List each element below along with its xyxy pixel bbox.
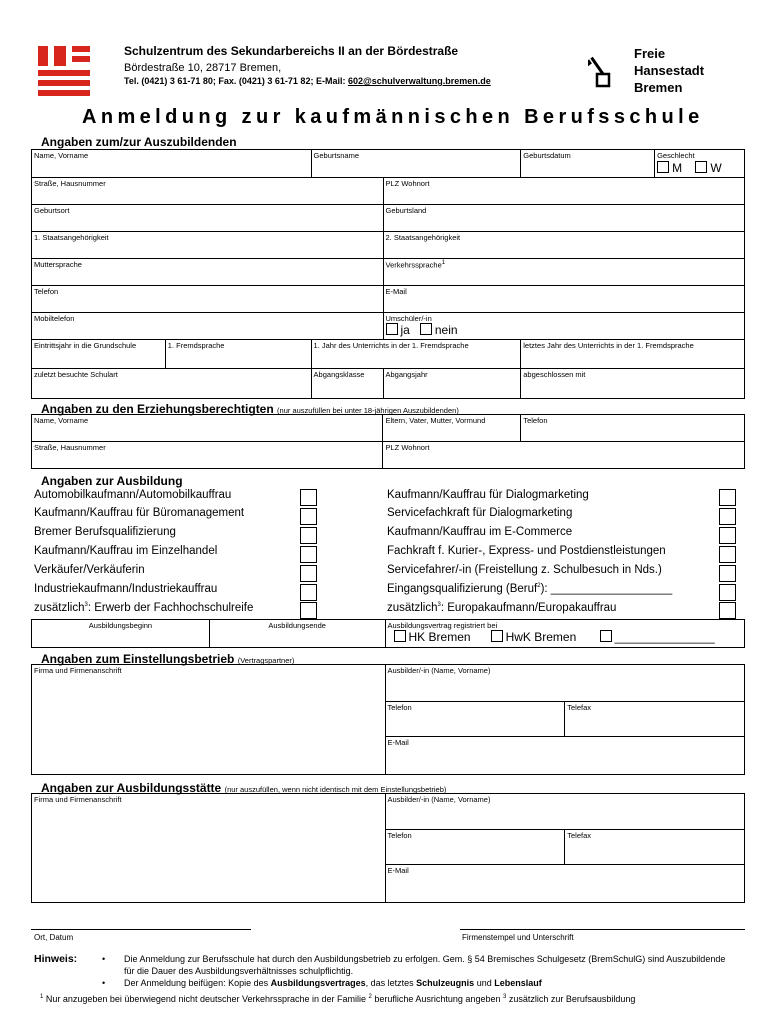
- section-heading-staette: Angaben zur Ausbildungsstätte (nur auszufüllen, wenn nicht identisch mit dem Einstellungsbetrieb): [41, 781, 447, 795]
- checkbox-hwk-bremen[interactable]: [491, 630, 503, 642]
- field-geburtsort[interactable]: Geburtsort: [32, 205, 384, 232]
- staette-field-email[interactable]: E-Mail: [385, 865, 745, 903]
- field-eintritt[interactable]: Eintrittsjahr in die Grundschule: [32, 340, 166, 369]
- field-abgeschlossen[interactable]: abgeschlossen mit: [521, 369, 745, 399]
- betrieb-field-telefon[interactable]: Telefon: [385, 702, 565, 737]
- form-title: Anmeldung zur kaufmännischen Berufsschule: [82, 106, 704, 128]
- staette-field-telefon[interactable]: Telefon: [385, 830, 565, 865]
- field-umschueler: Umschüler/-in ja nein: [383, 313, 745, 340]
- checkbox-europakaufmann[interactable]: [719, 602, 736, 619]
- field-geburtsdatum[interactable]: Geburtsdatum: [521, 150, 655, 178]
- checkbox-verkaeufer[interactable]: [300, 565, 317, 582]
- field-plz-wohnort[interactable]: PLZ Wohnort: [383, 178, 745, 205]
- hinweis-bullet-1: Die Anmeldung zur Berufsschule hat durch den Ausbildungsbetrieb zu erfolgen. Gem. § 54 Bremisches Schulgesetz (BremSchulG) sind Auszubildende für die Dauer des Ausbildungsverhältnisses schulpflichtig.: [124, 954, 726, 976]
- bullet-2-marker: •: [102, 978, 106, 988]
- staette-field-ausbilder[interactable]: Ausbilder/-in (Name, Vorname): [385, 794, 745, 830]
- field-geschlecht: Geschlecht M W: [655, 150, 745, 178]
- checkbox-industrie[interactable]: [300, 584, 317, 601]
- erz-field-plz[interactable]: PLZ Wohnort: [383, 442, 745, 469]
- checkbox-hk-bremen[interactable]: [394, 630, 406, 642]
- checkbox-einzelhandel[interactable]: [300, 546, 317, 563]
- option-ecommerce: Kaufmann/Kauffrau im E-Commerce: [387, 526, 573, 538]
- school-contact: Tel. (0421) 3 61-71 80; Fax. (0421) 3 61-71 82; E-Mail: 602@schulverwaltung.bremen.de: [124, 76, 491, 86]
- checkbox-servicefachkraft[interactable]: [719, 508, 736, 525]
- option-dialogmarketing: Kaufmann/Kauffrau für Dialogmarketing: [387, 489, 589, 501]
- erz-field-telefon[interactable]: Telefon: [521, 415, 745, 442]
- hinweis-bullet-2: Der Anmeldung beifügen: Kopie des Ausbildungsvertrages, das letztes Schulzeugnis und Lebenslauf: [124, 978, 542, 988]
- ort-datum-label: Ort, Datum: [34, 933, 74, 942]
- field-beginn[interactable]: Ausbildungsbeginn: [32, 620, 210, 648]
- betrieb-field-email[interactable]: E-Mail: [385, 737, 745, 775]
- section-heading-betrieb: Angaben zum Einstellungsbetrieb (Vertragspartner): [41, 652, 295, 666]
- ausbildung-dates-table: [31, 619, 745, 648]
- option-servicefachkraft: Servicefachkraft für Dialogmarketing: [387, 507, 573, 519]
- bullet-1-marker: •: [102, 954, 106, 964]
- option-verkaeufer: Verkäufer/Verkäuferin: [34, 564, 145, 576]
- field-geburtsland[interactable]: Geburtsland: [383, 205, 745, 232]
- checkbox-fhr[interactable]: [300, 602, 317, 619]
- section-heading-erz: Angaben zu den Erziehungsberechtigten (nur auszufüllen bei unter 18-jährigen Auszubildenden): [41, 402, 459, 416]
- checkbox-other[interactable]: [600, 630, 612, 642]
- field-mobil[interactable]: Mobiltelefon: [32, 313, 384, 340]
- checkbox-bremer-bq[interactable]: [300, 527, 317, 544]
- field-abgangsklasse[interactable]: Abgangsklasse: [311, 369, 383, 399]
- checkbox-servicefahrer[interactable]: [719, 565, 736, 582]
- field-registriert: Ausbildungsvertrag registriert bei HK Bremen HwK Bremen _______________: [385, 620, 744, 648]
- field-telefon[interactable]: Telefon: [32, 286, 384, 313]
- ort-datum-line[interactable]: [31, 929, 251, 930]
- field-staat2[interactable]: 2. Staatsangehörigkeit: [383, 232, 745, 259]
- azubi-table: [31, 149, 745, 399]
- field-email[interactable]: E-Mail: [383, 286, 745, 313]
- option-industrie: Industriekaufmann/Industriekauffrau: [34, 583, 218, 595]
- field-strasse[interactable]: Straße, Hausnummer: [32, 178, 384, 205]
- checkbox-bueromanagement[interactable]: [300, 508, 317, 525]
- checkbox-automobil[interactable]: [300, 489, 317, 506]
- field-muttersprache[interactable]: Muttersprache: [32, 259, 384, 286]
- field-verkehrssprache[interactable]: Verkehrssprache$^1$: [383, 259, 745, 286]
- option-servicefahrer: Servicefahrer/-in (Freistellung z. Schulbesuch in Nds.): [387, 564, 662, 576]
- city-name: Freie Hansestadt Bremen: [634, 46, 705, 95]
- school-name: Schulzentrum des Sekundarbereichs II an der Bördestraße: [124, 44, 459, 58]
- betrieb-field-firma[interactable]: Firma und Firmenanschrift: [32, 665, 386, 775]
- staette-field-firma[interactable]: Firma und Firmenanschrift: [32, 794, 386, 903]
- option-automobil: Automobilkaufmann/Automobilkauffrau: [34, 489, 232, 501]
- field-staat1[interactable]: 1. Staatsangehörigkeit: [32, 232, 384, 259]
- erz-table: [31, 414, 745, 469]
- option-einzelhandel: Kaufmann/Kauffrau im Einzelhandel: [34, 545, 218, 557]
- field-jahr1[interactable]: 1. Jahr des Unterrichts in der 1. Fremdsprache: [311, 340, 521, 369]
- section-heading-ausbildung: Angaben zur Ausbildung: [41, 474, 183, 488]
- stempel-label: Firmenstempel und Unterschrift: [462, 933, 574, 942]
- footnotes: $^1$ Nur anzugeben bei überwiegend nicht deutscher Verkehrssprache in der Familie $^2$ berufliche Ausrichtung angeben $^3$ zusätzlich zur Berufsausbildung: [40, 994, 636, 1004]
- hinweis-label: Hinweis:: [34, 953, 78, 965]
- section-heading-azubi: Angaben zum/zur Auszubildenden: [41, 135, 237, 149]
- checkbox-kurier[interactable]: [719, 546, 736, 563]
- betrieb-table: [31, 664, 745, 775]
- checkbox-eq[interactable]: [719, 584, 736, 601]
- erz-field-name[interactable]: Name, Vorname: [32, 415, 383, 442]
- erz-field-eltern[interactable]: Eltern, Vater, Mutter, Vormund: [383, 415, 521, 442]
- betrieb-field-telefax[interactable]: Telefax: [565, 702, 745, 737]
- email-link[interactable]: 602@schulverwaltung.bremen.de: [347, 76, 491, 86]
- checkbox-w[interactable]: [695, 161, 707, 173]
- stempel-line[interactable]: [460, 929, 745, 930]
- staette-field-telefax[interactable]: Telefax: [565, 830, 745, 865]
- checkbox-dialogmarketing[interactable]: [719, 489, 736, 506]
- erz-field-strasse[interactable]: Straße, Hausnummer: [32, 442, 383, 469]
- staette-table: [31, 793, 745, 903]
- checkbox-ecommerce[interactable]: [719, 527, 736, 544]
- checkbox-nein[interactable]: [420, 323, 432, 335]
- option-fhr: zusätzlich$^3$: Erwerb der Fachhochschulreife: [34, 602, 254, 614]
- field-schulart[interactable]: zuletzt besuchte Schulart: [32, 369, 312, 399]
- option-kurier: Fachkraft f. Kurier-, Express- und Postdienstleistungen: [387, 545, 666, 557]
- bremen-key-icon: [588, 50, 618, 90]
- option-bremer-bq: Bremer Berufsqualifizierung: [34, 526, 176, 538]
- field-abgangsjahr[interactable]: Abgangsjahr: [383, 369, 521, 399]
- school-address: Bördestraße 10, 28717 Bremen,: [124, 62, 282, 74]
- field-geburtsname[interactable]: Geburtsname: [311, 150, 521, 178]
- option-eq: Eingangsqualifizierung (Beruf$^2$): ___________________: [387, 583, 673, 595]
- option-europakaufmann: zusätzlich$^3$: Europakaufmann/Europakauffrau: [387, 602, 617, 614]
- betrieb-field-ausbilder[interactable]: Ausbilder/-in (Name, Vorname): [385, 665, 745, 702]
- option-bueromanagement: Kaufmann/Kauffrau für Büromanagement: [34, 507, 245, 519]
- checkbox-m[interactable]: [657, 161, 669, 173]
- field-letztes-jahr[interactable]: letztes Jahr des Unterrichts in der 1. Fremdsprache: [521, 340, 745, 369]
- field-fremd1[interactable]: 1. Fremdsprache: [165, 340, 311, 369]
- field-ende[interactable]: Ausbildungsende: [209, 620, 385, 648]
- field-name[interactable]: Name, Vorname: [32, 150, 312, 178]
- checkbox-ja[interactable]: [386, 323, 398, 335]
